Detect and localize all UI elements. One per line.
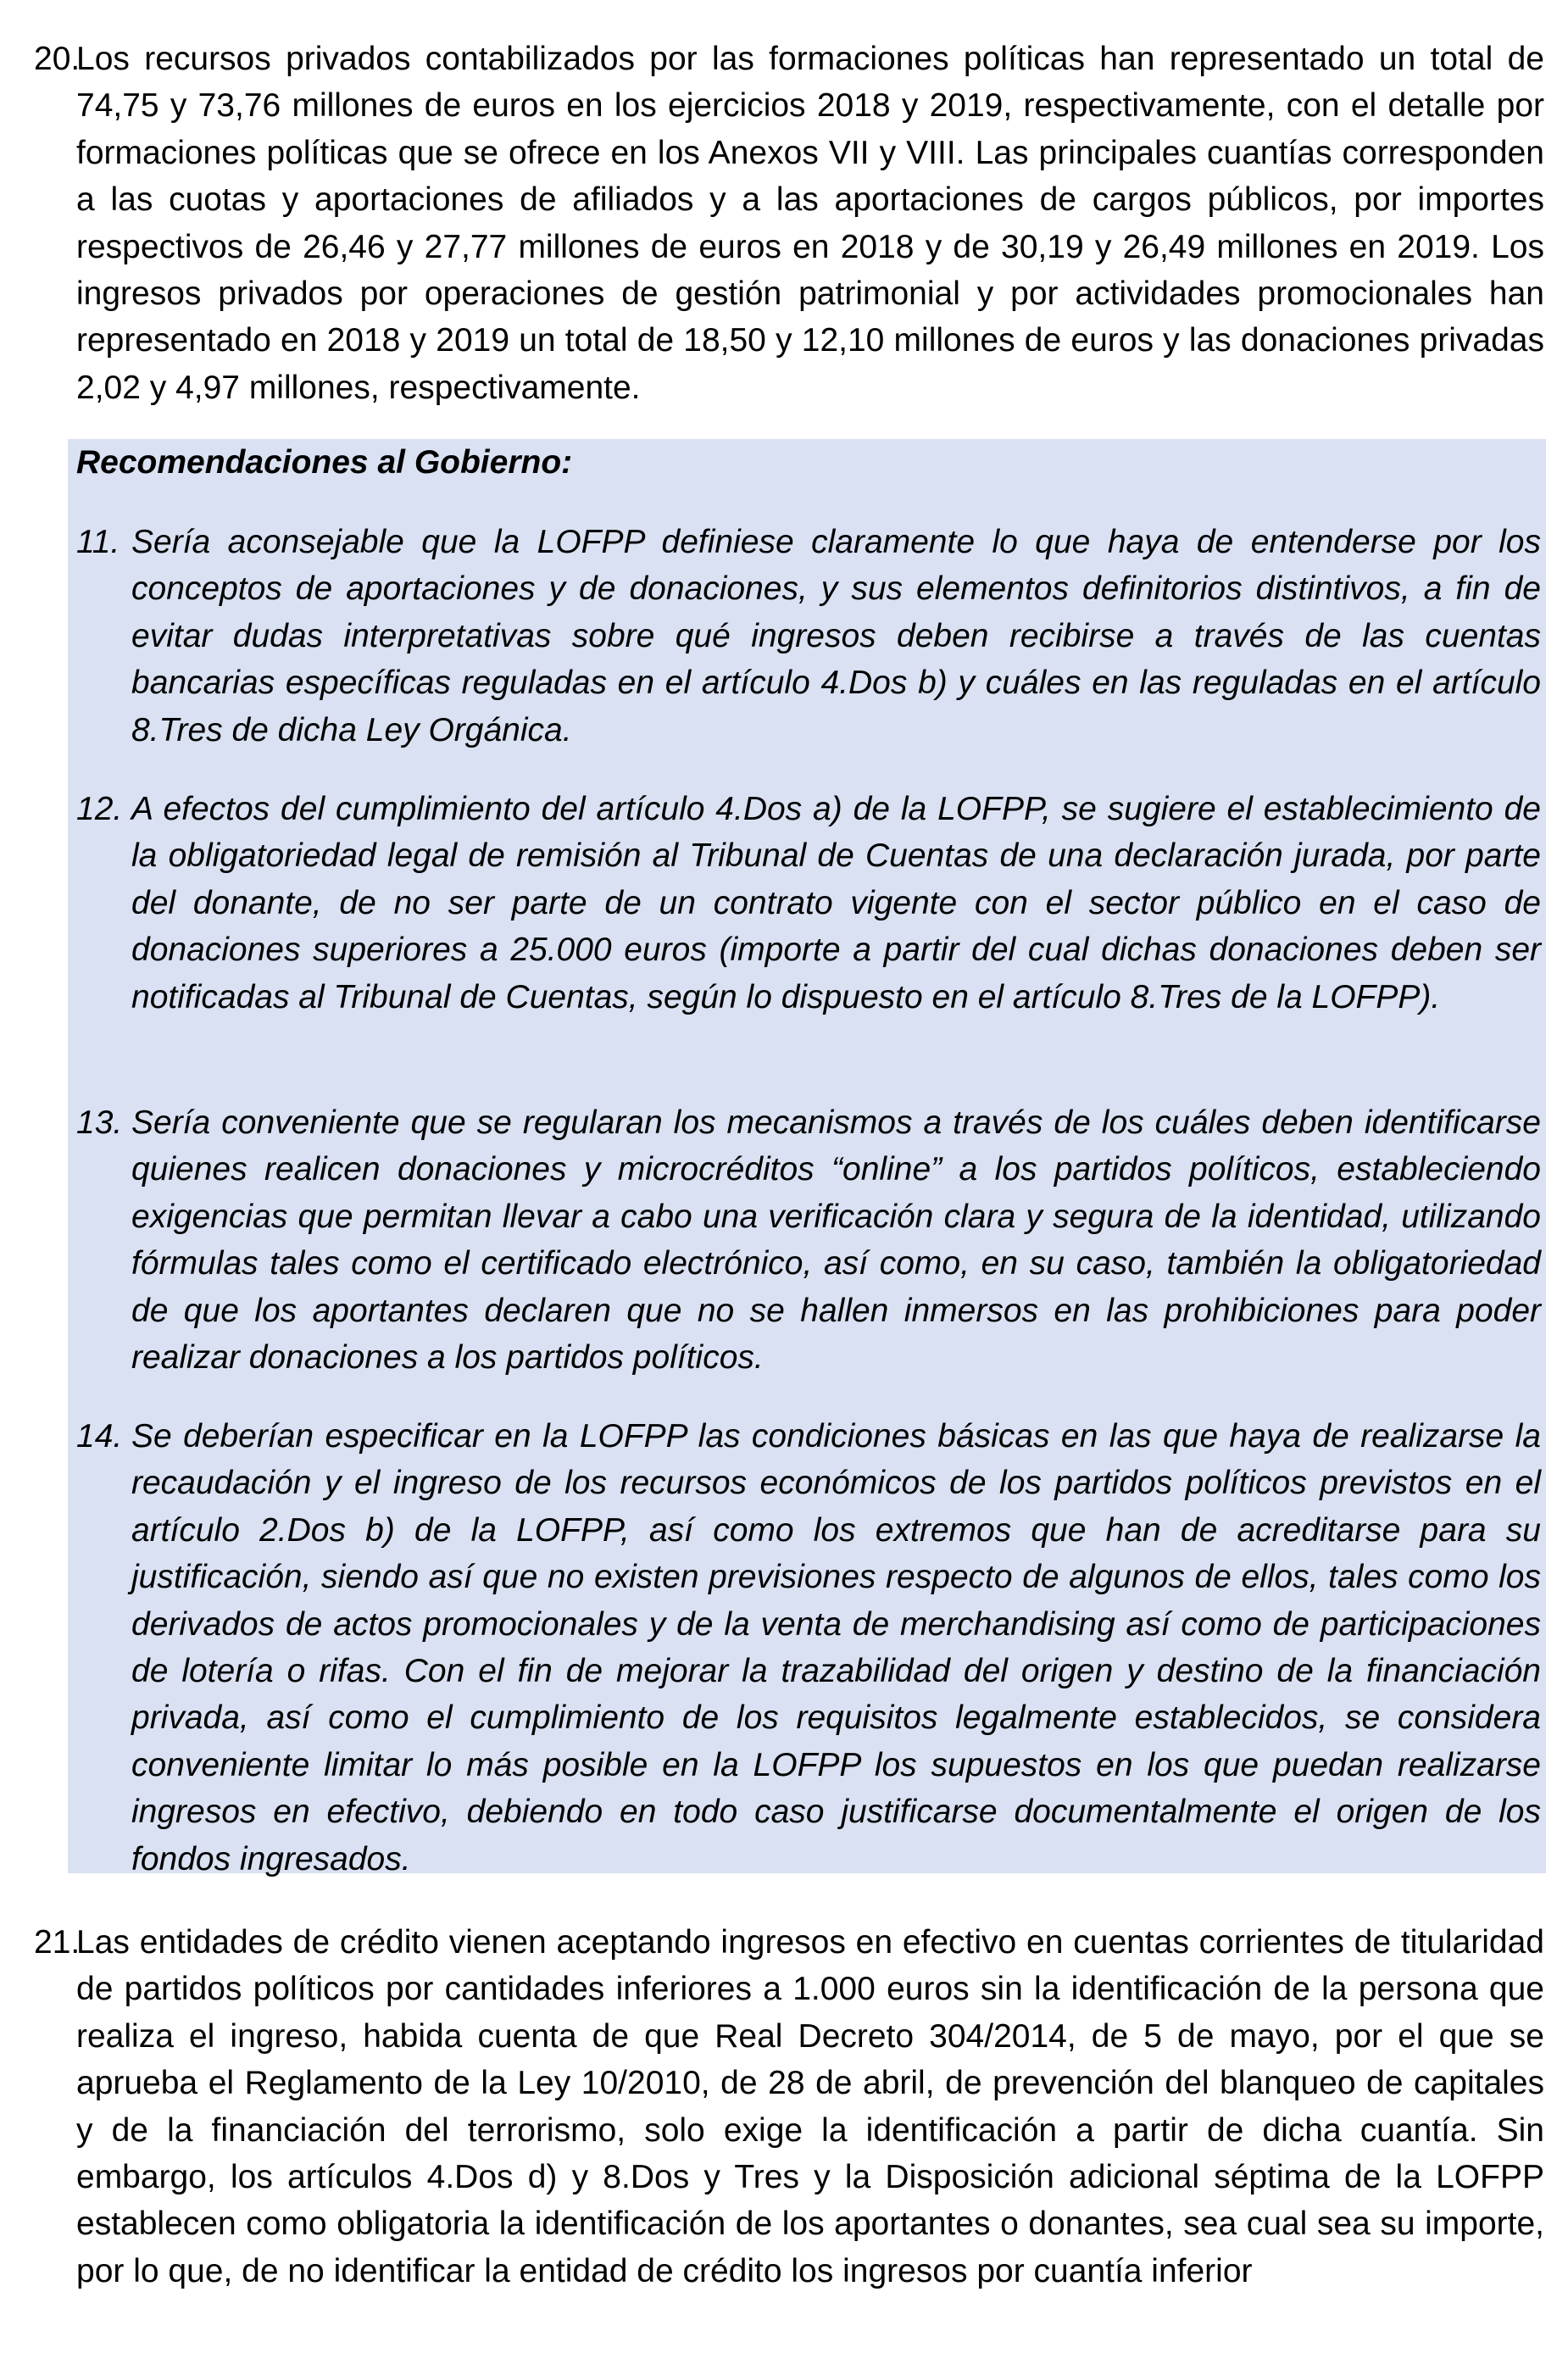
recommendation-number: 13. — [76, 1104, 123, 1141]
paragraph-20 — [34, 36, 1544, 411]
paragraph-text: Las entidades de crédito vienen aceptando ingresos en efectivo en cuentas corrientes de titularidad de partidos políticos por cantidades inferiores a 1.000 euros sin la identificación de la persona que realiza el ingreso, habida cuenta de que Real Decreto 304/2014, de 5 de mayo, por el que se aprueba el Reglamento de la Ley 10/2010, de 28 de abril, de prevención del blanqueo de capitales y de la financiación del terrorismo, solo exige la identificación a partir de dicha cuantía. Sin embargo, los artículos 4.Dos d) y 8.Dos y Tres y la Disposición adicional séptima de la LOFPP establecen como obligatoria la identificación de los aportantes o donantes, sea cual sea su importe, por lo que, de no identificar la entidad de crédito los ingresos por cuantía inferior — [76, 1924, 1544, 2289]
recommendation-text: Sería aconsejable que la LOFPP definiese claramente lo que haya de entenderse por los conceptos de aportaciones y de donaciones, y sus elementos definitorios distintivos, a fin de evitar dudas interpretativas sobre qué ingresos deben recibirse a través de las cuentas bancarias específicas reguladas en el artículo 4.Dos b) y cuáles en las reguladas en el artículo 8.Tres de dicha Ley Orgánica. — [131, 524, 1541, 748]
recommendation-number: 11. — [76, 524, 120, 560]
recommendation-text: A efectos del cumplimiento del artículo 4.Dos a) de la LOFPP, se sugiere el establecimiento de la obligatoriedad legal de remisión al Tribunal de Cuentas de una declaración jurada, por parte del donante, de no ser parte de un contrato vigente con el sector público en el caso de donaciones superiores a 25.000 euros (importe a partir del cual dichas donaciones deben ser notificadas al Tribunal de Cuentas, según lo dispuesto en el artículo 8.Tres de la LOFPP). — [131, 791, 1541, 1015]
paragraph-text: Los recursos privados contabilizados por las formaciones políticas han representado un total de 74,75 y 73,76 millones de euros en los ejercicios 2018 y 2019, respectivamente, con el detalle por formaciones políticas que se ofrece en los Anexos VII y VIII. Las principales cuantías corresponden a las cuotas y aportaciones de afiliados y a las aportaciones de cargos públicos, por importes respectivos de 26,46 y 27,77 millones de euros en 2018 y de 30,19 y 26,49 millones en 2019. Los ingresos privados por operaciones de gestión patrimonial y por actividades promocionales han representado en 2018 y 2019 un total de 18,50 y 12,10 millones de euros y las donaciones privadas 2,02 y 4,97 millones, respectivamente. — [76, 41, 1544, 406]
paragraph-number: 21. — [34, 1924, 81, 1961]
recommendation-item-13 — [76, 1099, 1541, 1381]
recommendation-text: Sería conveniente que se regularan los mecanismos a través de los cuáles deben identificarse quienes realicen donaciones y microcréditos “online” a los partidos políticos, estableciendo exigencias que permitan llevar a cabo una verificación clara y segura de la identidad, utilizando fórmulas tales como el certificado electrónico, así como, en su caso, también la obligatoriedad de que los aportantes declaren que no se hallen inmersos en las prohibiciones para poder realizar donaciones a los partidos políticos. — [131, 1104, 1541, 1377]
recommendation-text: Se deberían especificar en la LOFPP las condiciones básicas en las que haya de realizarse la recaudación y el ingreso de los recursos económicos de los partidos políticos previstos en el artículo 2.Dos b) de la LOFPP, así como los extremos que han de acreditarse para su justificación, siendo así que no existen previsiones respecto de algunos de ellos, tales como los derivados de actos promocionales y de la venta de merchandising así como de participaciones de lotería o rifas. Con el fin de mejorar la trazabilidad del origen y destino de la financiación privada, así como el cumplimiento de los requisitos legalmente establecidos, se considera conveniente limitar lo más posible en la LOFPP los supuestos en los que puedan realizarse ingresos en efectivo, debiendo en todo caso justificarse documentalmente el origen de los fondos ingresados. — [131, 1418, 1541, 1877]
paragraph-21 — [34, 1919, 1544, 2295]
recommendation-item-12 — [76, 786, 1541, 1021]
recommendation-item-14 — [76, 1413, 1541, 1883]
recommendations-title: Recomendaciones al Gobierno: — [76, 444, 573, 481]
recommendation-number: 14. — [76, 1418, 123, 1455]
recommendation-item-11 — [76, 519, 1541, 754]
recommendation-number: 12. — [76, 791, 123, 827]
paragraph-number: 20. — [34, 41, 81, 77]
